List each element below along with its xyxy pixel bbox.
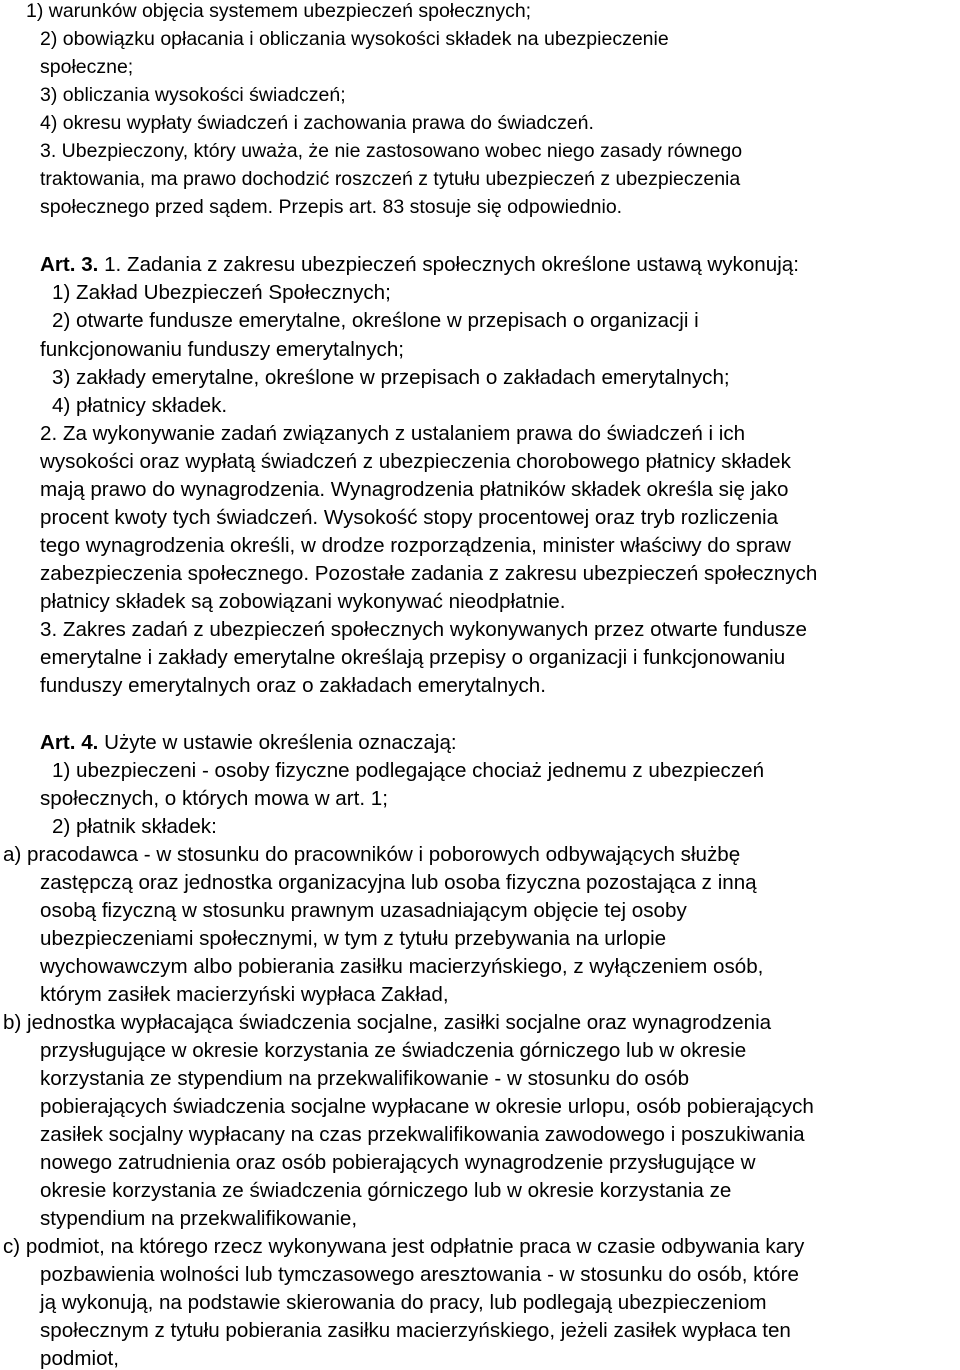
text-line: ją wykonują, na podstawie skierowania do pracy, lub podlegają ubezpieczeniom xyxy=(40,1291,767,1314)
article-heading: Art. 3. xyxy=(40,253,99,276)
text-line: którym zasiłek macierzyński wypłaca Zakład, xyxy=(40,983,449,1006)
text-line: nowego zatrudnienia oraz osób pobierających wynagrodzenie przysługujące w xyxy=(40,1151,756,1174)
text-line: osobą fizyczną w stosunku prawnym uzasadniającym objęcie tej osoby xyxy=(40,899,687,922)
text-line: okresie korzystania ze świadczenia górniczego lub w okresie korzystania ze xyxy=(40,1179,732,1202)
list-item-b: b) jednostka wypłacająca świadczenia socjalne, zasiłki socjalne oraz wynagrodzenia xyxy=(3,1011,772,1034)
text-line: społecznych, o których mowa w art. 1; xyxy=(40,787,388,810)
list-item-a: a) pracodawca - w stosunku do pracowników i poborowych odbywających służbę xyxy=(3,843,741,866)
text-line: pozbawienia wolności lub tymczasowego aresztowania - w stosunku do osób, które xyxy=(40,1263,799,1286)
text-line: zasiłek socjalny wypłacany na czas przekwalifikowania zawodowego i poszukiwania xyxy=(40,1123,805,1146)
text-line: korzystania ze stypendium na przekwalifikowanie - w stosunku do osób xyxy=(40,1067,690,1090)
article-3-first-line: Art. 3. 1. Zadania z zakresu ubezpieczeń społecznych określone ustawą wykonują: xyxy=(40,253,799,276)
paragraph-line: procent kwoty tych świadczeń. Wysokość stopy procentowej oraz tryb rozliczenia xyxy=(40,506,779,529)
text-line: przysługujące w okresie korzystania ze świadczenia górniczego lub w okresie xyxy=(40,1039,747,1062)
list-item: 3) zakłady emerytalne, określone w przepisach o zakładach emerytalnych; xyxy=(52,366,730,389)
paragraph-line: społecznego przed sądem. Przepis art. 83 stosuje się odpowiednio. xyxy=(40,196,623,218)
list-item: 1) warunków objęcia systemem ubezpieczeń społecznych; xyxy=(26,0,532,22)
paragraph-line: tego wynagrodzenia określi, w drodze rozporządzenia, minister właściwy do spraw xyxy=(40,534,791,557)
paragraph-line: wysokości oraz wypłatą świadczeń z ubezpieczenia chorobowego płatnicy składek xyxy=(40,450,791,473)
text-line: stypendium na przekwalifikowanie, xyxy=(40,1207,358,1230)
text-line: zastępczą oraz jednostka organizacyjna lub osoba fizyczna pozostająca z inną xyxy=(40,871,757,894)
text-line: pobierających świadczenia socjalne wypłacane w okresie urlopu, osób pobierających xyxy=(40,1095,814,1118)
paragraph-line: płatnicy składek są zobowiązani wykonywać nieodpłatnie. xyxy=(40,590,566,613)
paragraph-line: traktowania, ma prawo dochodzić roszczeń z tytułu ubezpieczeń z ubezpieczenia xyxy=(40,168,741,190)
paragraph-line: 2. Za wykonywanie zadań związanych z ustalaniem prawa do świadczeń i ich xyxy=(40,422,746,445)
article-4-first-line: Art. 4. Użyte w ustawie określenia oznaczają: xyxy=(40,731,457,754)
list-item: 2) otwarte fundusze emerytalne, określone w przepisach o organizacji i xyxy=(52,309,699,332)
list-item: 3) obliczania wysokości świadczeń; xyxy=(40,84,346,106)
paragraph-line: funduszy emerytalnych oraz o zakładach emerytalnych. xyxy=(40,674,546,697)
list-item: 2) obowiązku opłacania i obliczania wysokości składek na ubezpieczenie xyxy=(40,28,669,50)
list-item: 4) płatnicy składek. xyxy=(52,394,228,417)
list-item: 4) okresu wypłaty świadczeń i zachowania prawa do świadczeń. xyxy=(40,112,594,134)
list-item: 2) płatnik składek: xyxy=(52,815,217,838)
paragraph-line: zabezpieczenia społecznego. Pozostałe zadania z zakresu ubezpieczeń społecznych xyxy=(40,562,818,585)
text-line: wychowawczym albo pobierania zasiłku macierzyńskiego, z wyłączeniem osób, xyxy=(40,955,764,978)
text-line: ubezpieczeniami społecznymi, w tym z tytułu przebywania na urlopie xyxy=(40,927,667,950)
paragraph-line: 3. Ubezpieczony, który uważa, że nie zastosowano wobec niego zasady równego xyxy=(40,140,743,162)
text-line: funkcjonowaniu funduszy emerytalnych; xyxy=(40,338,405,361)
list-item-c: c) podmiot, na którego rzecz wykonywana jest odpłatnie praca w czasie odbywania kary xyxy=(3,1235,805,1258)
paragraph-line: emerytalne i zakłady emerytalne określają przepisy o organizacji i funkcjonowaniu xyxy=(40,646,786,669)
list-item: 1) ubezpieczeni - osoby fizyczne podlegające chociaż jednemu z ubezpieczeń xyxy=(52,759,765,782)
text-line: społecznym z tytułu pobierania zasiłku macierzyńskiego, jeżeli zasiłek wypłaca ten xyxy=(40,1319,791,1342)
text-line: społeczne; xyxy=(40,56,134,78)
article-heading: Art. 4. xyxy=(40,731,99,754)
list-item: 1) Zakład Ubezpieczeń Społecznych; xyxy=(52,281,391,304)
paragraph-line: 3. Zakres zadań z ubezpieczeń społecznych wykonywanych przez otwarte fundusze xyxy=(40,618,807,641)
paragraph-line: mają prawo do wynagrodzenia. Wynagrodzenia płatników składek określa się jako xyxy=(40,478,789,501)
text-line: podmiot, xyxy=(40,1347,119,1370)
